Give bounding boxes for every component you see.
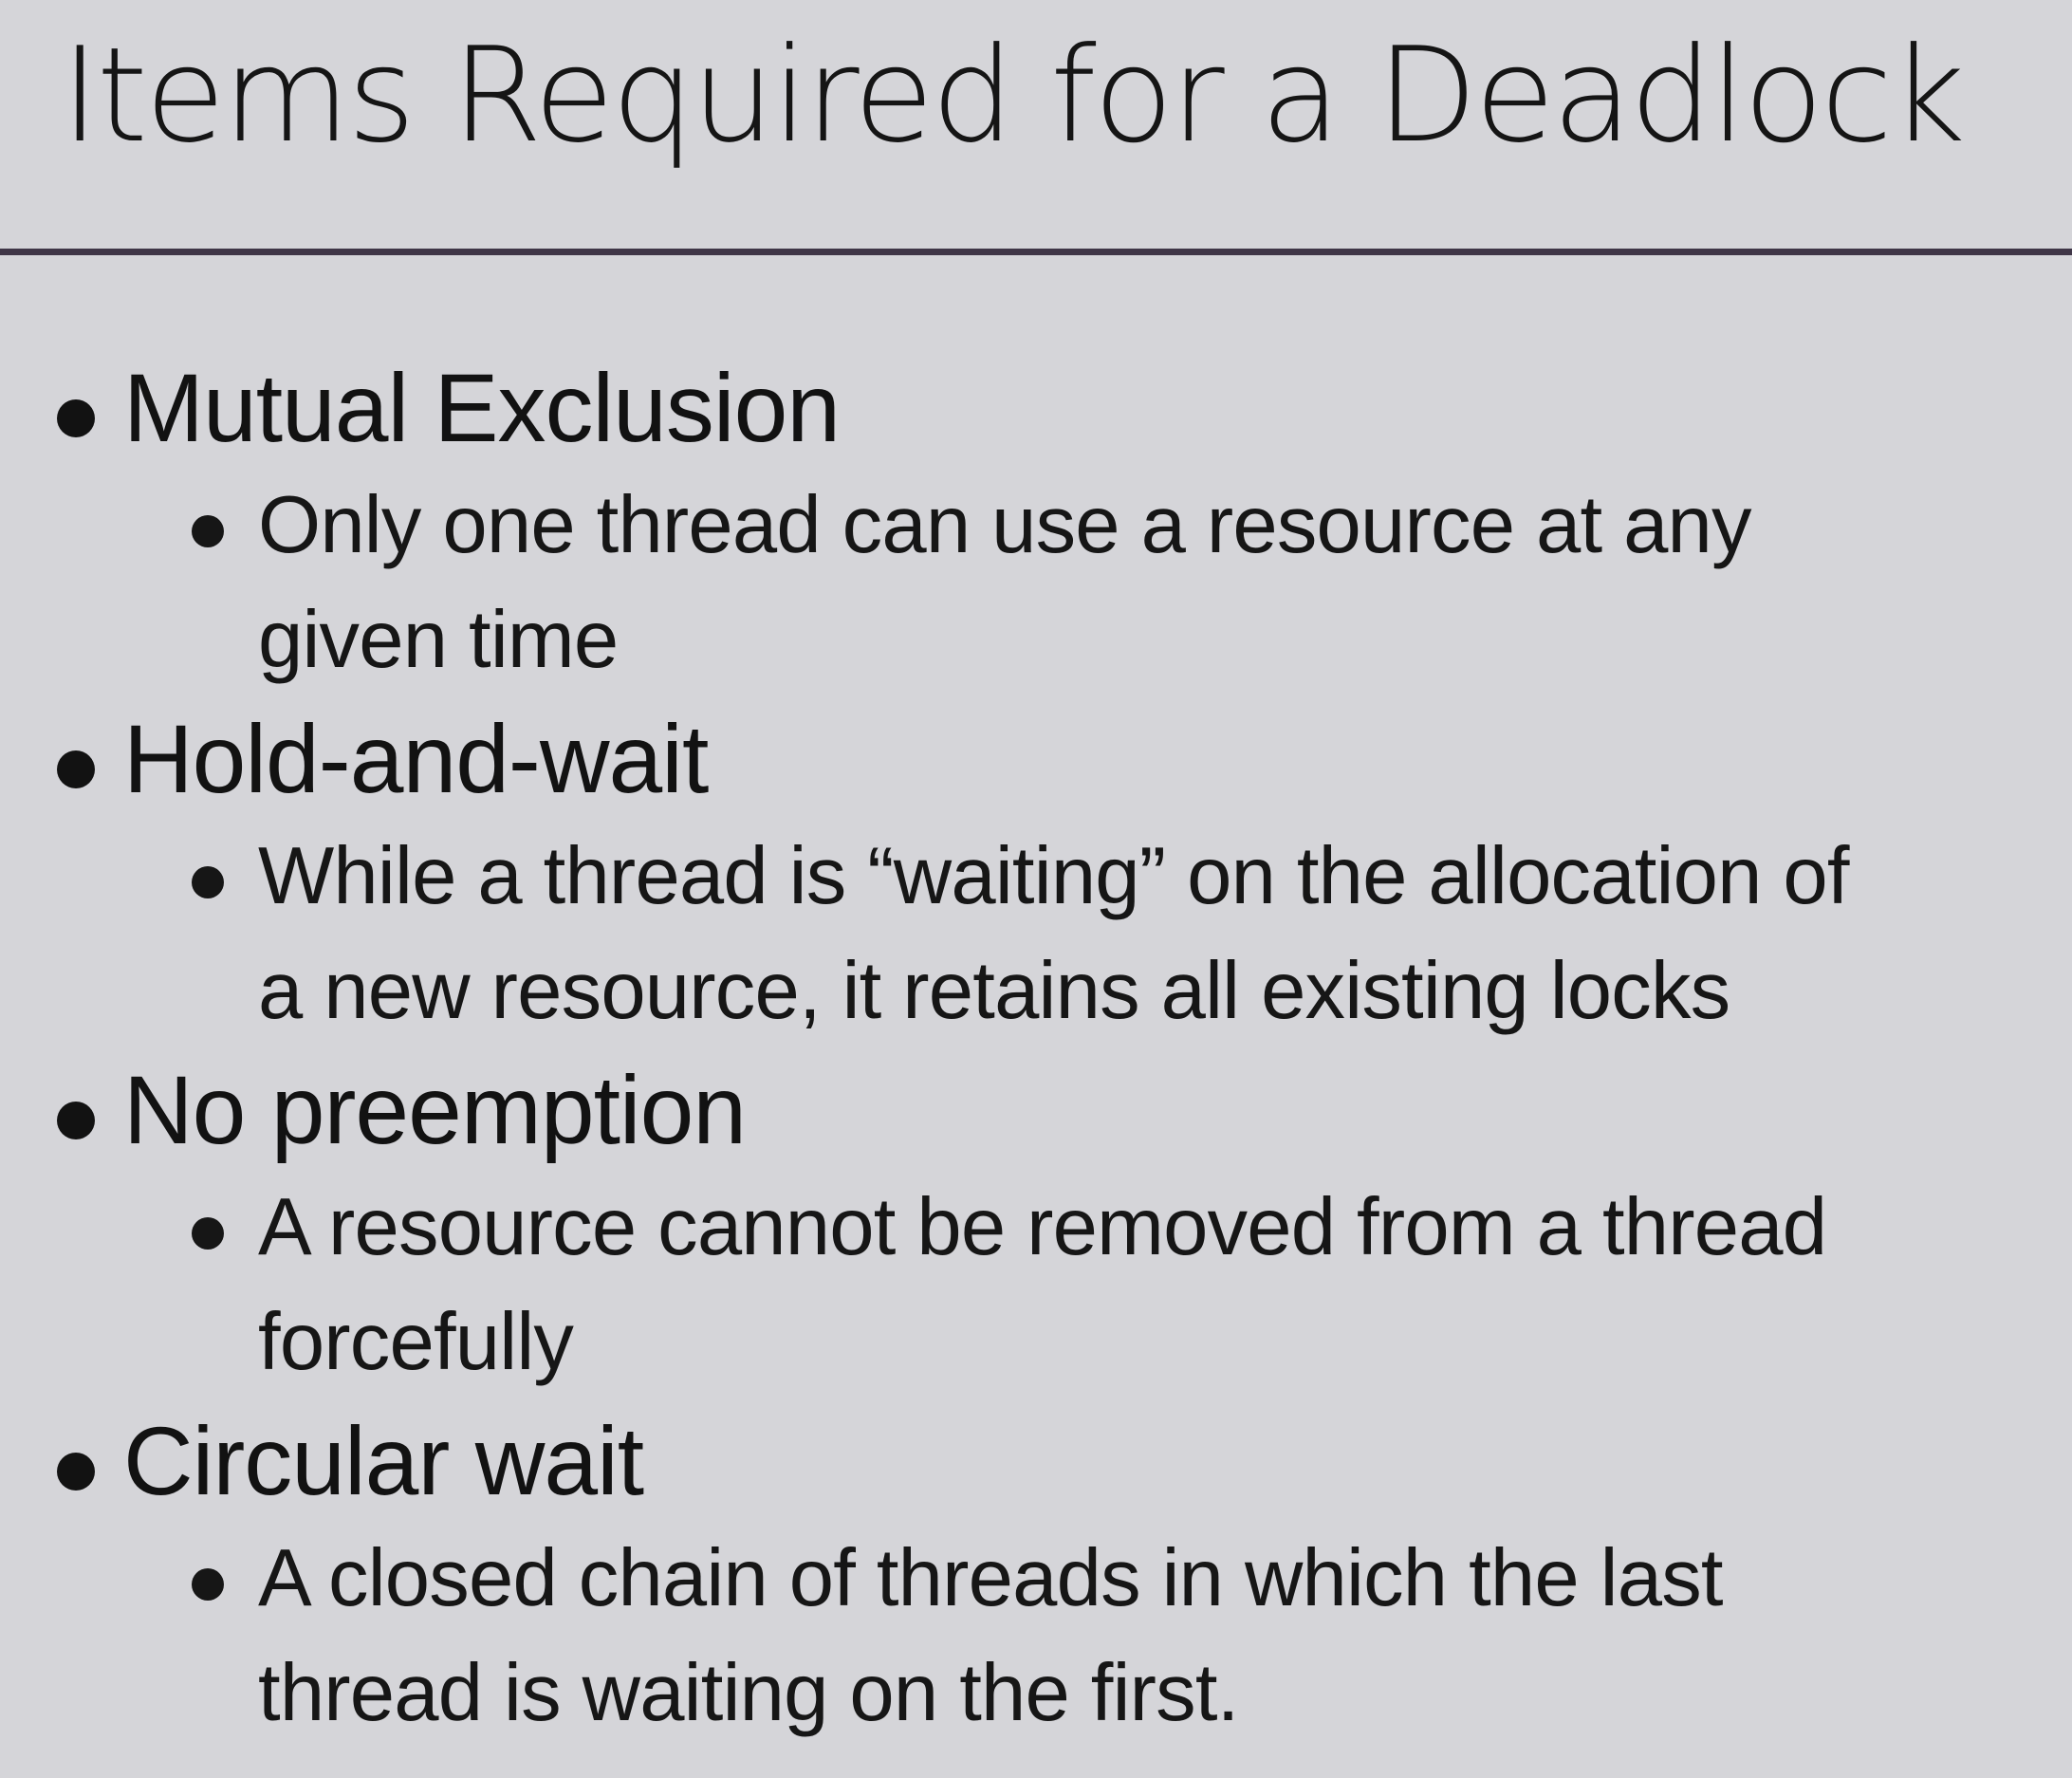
sub-bullet-dot-icon: [192, 866, 224, 898]
sub-bullet-line: thread is waiting on the first.: [258, 1648, 1239, 1738]
bullet-dot-icon: [57, 1453, 95, 1491]
bullet-heading: [0, 1402, 2072, 1521]
title-divider: [0, 249, 2072, 255]
sub-bullet: [0, 1170, 2032, 1399]
sub-bullet-line: forcefully: [258, 1297, 574, 1387]
bullet-heading-text: Mutual Exclusion: [123, 354, 841, 462]
bullet-dot-icon: [57, 1102, 95, 1139]
sub-bullet-line: A closed chain of threads in which the last: [258, 1533, 1723, 1623]
sub-bullet: [0, 819, 2032, 1048]
sub-bullet-dot-icon: [192, 1217, 224, 1250]
sub-bullet-line: given time: [258, 595, 619, 685]
bullet-heading: [0, 349, 2072, 468]
sub-bullet-line: a new resource, it retains all existing locks: [258, 946, 1730, 1036]
sub-bullet-line: While a thread is “waiting” on the allocation of: [258, 831, 1849, 921]
sub-bullet-dot-icon: [192, 1568, 224, 1601]
bullet-heading-text: Circular wait: [123, 1407, 644, 1515]
bullet-heading: [0, 1051, 2072, 1170]
sub-bullet-line: Only one thread can use a resource at any: [258, 480, 1751, 570]
sub-bullet-line: A resource cannot be removed from a thread: [258, 1182, 1827, 1272]
sub-bullet-dot-icon: [192, 515, 224, 547]
sub-bullet: [0, 1521, 2032, 1750]
list-item-no-preemption: [0, 1051, 2072, 1399]
list-item-circular-wait: [0, 1402, 2072, 1750]
sub-bullet: [0, 468, 2032, 697]
bullet-list: [0, 349, 2072, 1753]
list-item-hold-and-wait: [0, 700, 2072, 1048]
slide-title: Items Required for a Deadlock: [61, 19, 1963, 172]
bullet-heading: [0, 700, 2072, 819]
bullet-heading-text: No preemption: [123, 1056, 747, 1164]
bullet-dot-icon: [57, 750, 95, 788]
bullet-heading-text: Hold-and-wait: [123, 705, 709, 813]
bullet-dot-icon: [57, 399, 95, 437]
list-item-mutual-exclusion: [0, 349, 2072, 697]
